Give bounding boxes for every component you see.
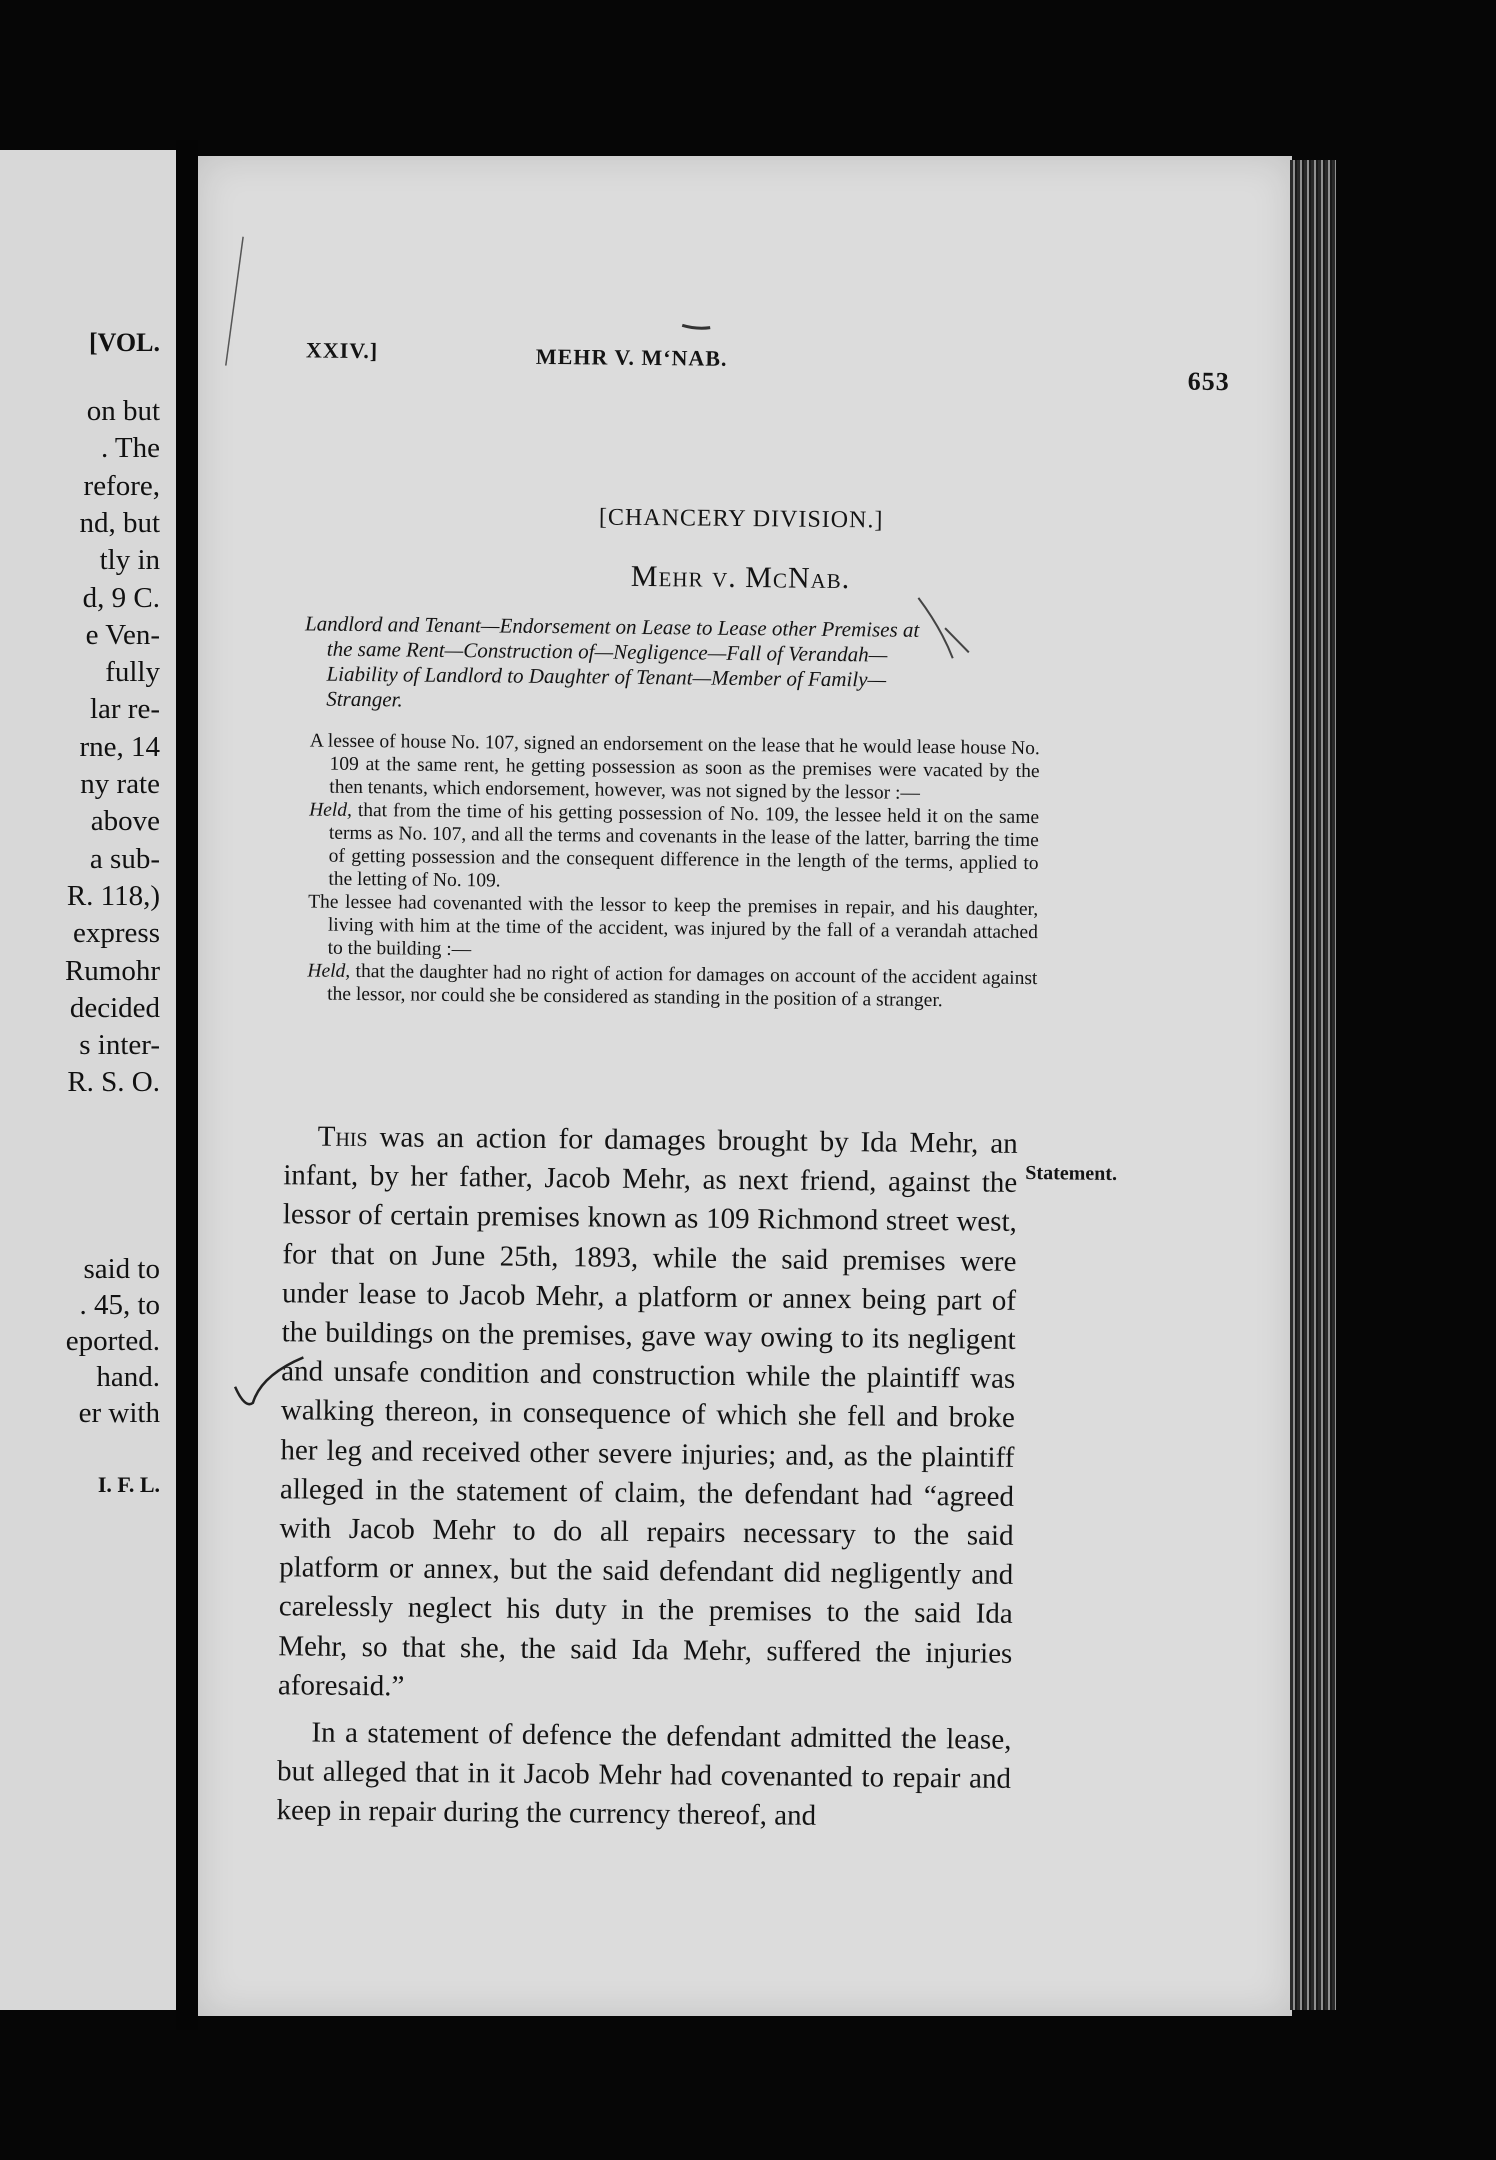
previous-page-line: eported. xyxy=(65,1325,160,1357)
case-title: Mehr v. McNab. xyxy=(630,559,851,596)
previous-page-line: lar re- xyxy=(89,693,160,726)
previous-page-line: tly in xyxy=(99,544,160,577)
page-edges xyxy=(1290,160,1336,2010)
page-653 xyxy=(198,156,1292,2016)
previous-page-line: . The xyxy=(100,432,160,465)
running-head xyxy=(305,337,1230,397)
previous-page-line: fully xyxy=(105,656,160,689)
previous-page-fragment xyxy=(0,150,176,2010)
catchwords-line: Liability of Landlord to Daughter of Tenant—Member of Family— xyxy=(326,661,887,692)
headnote-paragraph: A lessee of house No. 107, signed an endorsement on the lease that he would lease house No. 109 at the same rent, he getting possession as soon as the premises were vacated by the then tenants, which endorsement, however, was not signed by the lessor :— xyxy=(309,730,1040,804)
previous-page-line: rne, 14 xyxy=(79,730,160,763)
previous-page-line: R. 118,) xyxy=(66,879,160,912)
previous-page-line: R. S. O. xyxy=(67,1066,160,1099)
previous-page-line: a sub- xyxy=(89,842,160,875)
previous-page-line: s inter- xyxy=(79,1029,160,1062)
headnote-held xyxy=(307,959,1037,1013)
reporter-initials: I. F. L. xyxy=(97,1472,160,1497)
previous-page-line: e Ven- xyxy=(85,618,160,651)
previous-page-line: hand. xyxy=(96,1361,160,1393)
court-division: [CHANCERY DIVISION.] xyxy=(598,504,884,534)
paragraph-text: was an action for damages brought by Ida Mehr, an infant, by her father, Jacob Mehr, as next friend, against the lessor of certain premises known as 109 Richmond street west, for that on June 25th, 1893, while the said premises were under lease to Jacob Mehr, a platform or annex being part of the buildings on the premises, gave way owing to its negligent and unsafe condition and construction while the plaintiff was walking thereon, in consequence of which she fell and broke her leg and received other severe injuries; and, as the plaintiff alleged in the statement of claim, the defendant had “agreed with Jacob Mehr to do all repairs necessary to the said platform or annex, but the said defendant did negligently and carelessly neglect his duty in the premises to the said Ida Mehr, so that she, the said Ida Mehr, suffered the injuries aforesaid.” xyxy=(277,1121,1018,1703)
running-head-volume: XXIV.] xyxy=(305,337,379,364)
previous-page-line: decided xyxy=(69,991,160,1024)
previous-page-line: said to xyxy=(83,1253,160,1285)
previous-page-line: er with xyxy=(78,1397,160,1429)
running-head-title: MEHR V. M‘NAB. xyxy=(535,343,728,371)
body-paragraph xyxy=(278,1117,1018,1713)
headnotes xyxy=(307,729,1040,1013)
catchwords-line: the same Rent—Construction of—Negligence—Fall of Verandah— xyxy=(326,636,888,667)
previous-page-line: [VOL. xyxy=(89,328,160,357)
held-text: that the daughter had no right of action for damages on account of the accident against the lessor, nor could she be considered as standing in the position of a stranger. xyxy=(327,960,1038,1012)
previous-page-line: nd, but xyxy=(79,506,160,539)
headnote-held xyxy=(308,798,1039,898)
previous-page-line: Rumohr xyxy=(64,954,160,987)
previous-page-line: on but xyxy=(86,395,160,427)
catchwords-line: Stranger. xyxy=(326,686,403,712)
margin-note-statement: Statement. xyxy=(1025,1161,1118,1185)
held-label: Held, xyxy=(309,799,353,821)
page-number: 653 xyxy=(1187,366,1230,397)
previous-page-line: refore, xyxy=(83,469,160,502)
previous-page-line: above xyxy=(90,805,160,838)
pencil-stroke xyxy=(682,325,710,328)
held-text: that from the time of his getting possession of No. 109, the lessee held it on the same terms as No. 107, and all the terms and covenants in the lease of the latter, barring the time of getting possession and the consequent difference in the length of the terms, applied to the letting of No. 109. xyxy=(328,799,1040,892)
body-paragraph: In a statement of defence the defendant admitted the lease, but alleged that in it Jacob Mehr had covenanted to repair and keep in repair during the currency thereof, and xyxy=(276,1716,1012,1833)
paragraph-lead: This xyxy=(317,1120,368,1154)
pencil-stroke xyxy=(226,237,243,366)
page-content xyxy=(179,150,1292,2021)
previous-page-line: d, 9 C. xyxy=(82,581,160,614)
catchwords xyxy=(304,611,1037,719)
previous-page-line: . 45, to xyxy=(79,1289,160,1321)
headnote-paragraph: The lessee had covenanted with the lessor to keep the premises in repair, and his daughter, living with him at the time of the accident, was injured by the fall of a verandah attached to the building :— xyxy=(308,891,1039,961)
previous-page-line: ny rate xyxy=(80,768,160,800)
catchwords-line: Landlord and Tenant—Endorsement on Lease to Lease other Premises at xyxy=(304,611,920,642)
previous-page-line: express xyxy=(73,917,160,950)
held-label: Held, xyxy=(307,960,351,982)
judgment-body xyxy=(276,1117,1017,1840)
